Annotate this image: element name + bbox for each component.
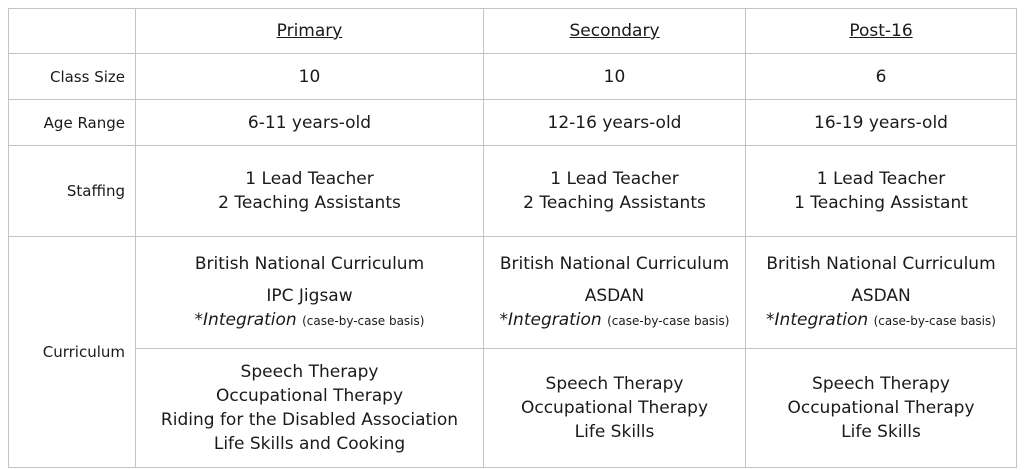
table-row-class-size — [9, 54, 1017, 100]
header-post-16: Post-16 — [746, 9, 1017, 54]
therapy-item: Life Skills — [574, 422, 655, 442]
staffing-post-16 — [746, 146, 1017, 237]
staffing-line: 1 Teaching Assistant — [794, 193, 968, 213]
class-size-post-16: 6 — [746, 54, 1017, 100]
row-label-staffing: Staffing — [9, 146, 136, 237]
table-row-age-range — [9, 100, 1017, 146]
row-label-age-range: Age Range — [9, 100, 136, 146]
integration-label: *Integration — [499, 310, 602, 330]
staffing-line: 1 Lead Teacher — [550, 169, 679, 189]
integration-label: *Integration — [194, 310, 297, 330]
curriculum-second: ASDAN — [851, 286, 911, 306]
staffing-primary — [136, 146, 484, 237]
age-range-primary: 6-11 years-old — [136, 100, 484, 146]
therapy-item: Speech Therapy — [545, 374, 684, 394]
class-size-secondary: 10 — [484, 54, 746, 100]
age-range-secondary: 12-16 years-old — [484, 100, 746, 146]
curriculum-integration-line — [746, 308, 1016, 333]
table-row-curriculum-academic — [9, 237, 1017, 349]
therapy-item: Life Skills — [841, 422, 921, 442]
corner-cell — [9, 9, 136, 54]
therapy-item: Speech Therapy — [240, 362, 379, 382]
staffing-secondary — [484, 146, 746, 237]
curriculum-integration-line — [136, 308, 483, 333]
staffing-line: 1 Lead Teacher — [245, 169, 374, 189]
curriculum-main: British National Curriculum — [499, 254, 730, 274]
curriculum-secondary — [484, 237, 746, 349]
integration-note: (case-by-case basis) — [873, 314, 996, 328]
curriculum-main: British National Curriculum — [194, 254, 425, 274]
table-row-curriculum-therapies — [9, 349, 1017, 468]
curriculum-second: ASDAN — [584, 286, 645, 306]
row-label-class-size: Class Size — [9, 54, 136, 100]
header-primary: Primary — [136, 9, 484, 54]
integration-note: (case-by-case basis) — [607, 314, 730, 328]
comparison-table — [8, 8, 1017, 468]
staffing-line: 1 Lead Teacher — [816, 169, 946, 189]
staffing-line: 2 Teaching Assistants — [523, 193, 706, 213]
header-row — [9, 9, 1017, 54]
integration-label: *Integration — [766, 310, 869, 330]
therapy-item: Life Skills and Cooking — [213, 434, 406, 454]
class-size-primary: 10 — [136, 54, 484, 100]
integration-note: (case-by-case basis) — [302, 314, 425, 328]
row-label-curriculum: Curriculum — [9, 237, 136, 468]
staffing-line: 2 Teaching Assistants — [218, 193, 401, 213]
therapy-item: Speech Therapy — [812, 374, 950, 394]
therapies-secondary — [484, 349, 746, 468]
header-secondary: Secondary — [484, 9, 746, 54]
age-range-post-16: 16-19 years-old — [746, 100, 1017, 146]
table-row-staffing — [9, 146, 1017, 237]
therapy-item: Riding for the Disabled Association — [160, 410, 459, 430]
therapy-item: Occupational Therapy — [215, 386, 404, 406]
therapy-item: Occupational Therapy — [520, 398, 709, 418]
therapies-post-16 — [746, 349, 1017, 468]
therapy-item: Occupational Therapy — [787, 398, 975, 418]
curriculum-main: British National Curriculum — [766, 254, 996, 274]
curriculum-post-16 — [746, 237, 1017, 349]
curriculum-primary — [136, 237, 484, 349]
curriculum-integration-line — [484, 308, 745, 333]
curriculum-second: IPC Jigsaw — [266, 286, 353, 306]
therapies-primary — [136, 349, 484, 468]
